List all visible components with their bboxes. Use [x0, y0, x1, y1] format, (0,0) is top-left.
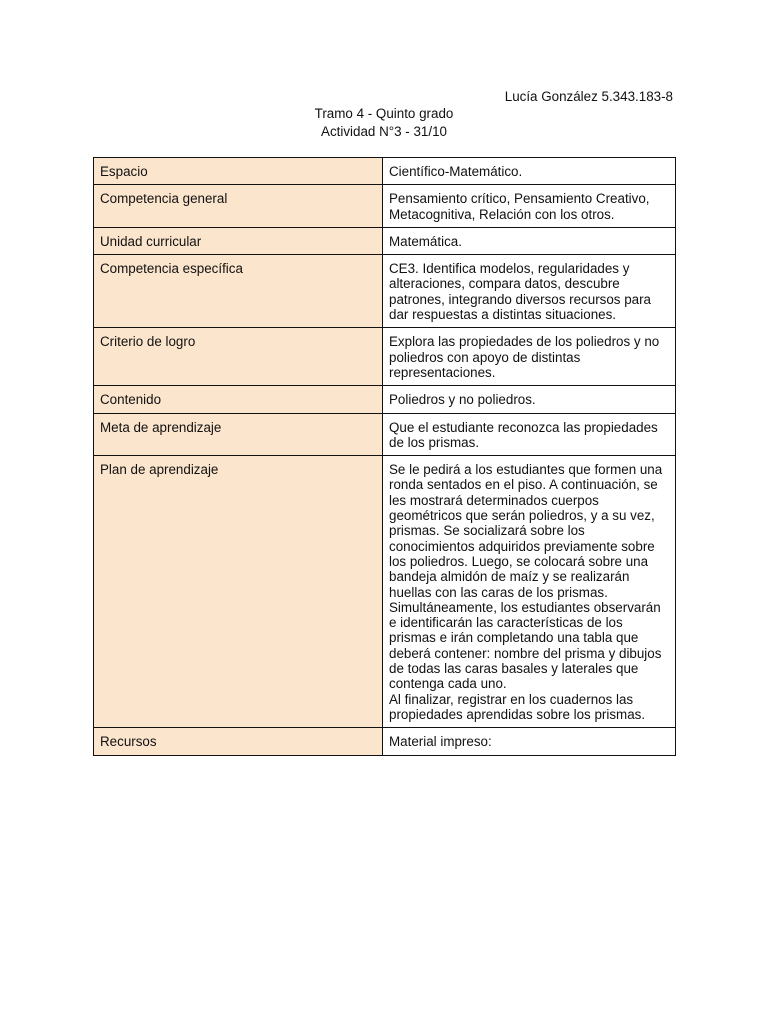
table-row	[94, 728, 676, 755]
row-label: Contenido	[94, 386, 383, 413]
row-value-text: Explora las propiedades de los poliedros y no poliedros con apoyo de distintas representaciones.	[389, 334, 660, 380]
row-label: Recursos	[94, 728, 383, 755]
row-label: Competencia general	[94, 185, 383, 228]
row-value-text: Que el estudiante reconozca las propiedades de los prismas.	[389, 419, 658, 450]
table-row	[94, 456, 676, 728]
row-label: Espacio	[94, 158, 383, 185]
row-value-text: Matemática.	[389, 233, 462, 249]
row-value	[383, 386, 676, 413]
lesson-plan-table	[93, 157, 676, 756]
table-row	[94, 386, 676, 413]
activity-line: Actividad N°3 - 31/10	[321, 124, 447, 139]
grade-line: Tramo 4 - Quinto grado	[314, 106, 454, 121]
row-value	[383, 185, 676, 228]
table-row	[94, 255, 676, 328]
row-value-text: Científico-Matemático.	[389, 164, 523, 179]
table-row	[94, 185, 676, 228]
row-value	[383, 456, 676, 728]
row-value-text: Poliedros y no poliedros.	[389, 392, 536, 408]
row-label: Competencia específica	[94, 255, 383, 328]
row-label: Unidad curricular	[94, 227, 383, 254]
row-label: Criterio de logro	[94, 328, 383, 386]
row-value	[383, 413, 676, 456]
row-value	[383, 255, 676, 328]
row-value	[383, 328, 676, 386]
row-value-text: Al finalizar, registrar en los cuadernos las propiedades aprendidas sobre los prismas.	[389, 691, 646, 722]
author-line: Lucía González 5.343.183-8	[504, 89, 673, 104]
row-label: Plan de aprendizaje	[94, 456, 383, 728]
row-value	[383, 158, 676, 185]
table-row	[94, 413, 676, 456]
table-row	[94, 328, 676, 386]
row-label: Meta de aprendizaje	[94, 413, 383, 456]
row-value-text: CE3. Identifica modelos, regularidades y alteraciones, compara datos, descubre patrones, integrando diversos recursos para dar respuestas a distintas situaciones.	[389, 261, 652, 323]
row-value-text: Se le pedirá a los estudiantes que formen una ronda sentados en el piso. A continuación, se les mostrará determinados cuerpos geométricos que serán poliedros, y a su vez, prismas. Se socializará sobre los conocimientos adquiridos previamente sobre los poliedros. Luego, se colocará sobre una bandeja almidón de maíz y se realizarán huellas con las caras de los prismas. Simultáneamente, los estudiantes observarán e identificarán las características de los prismas e irán completando una tabla que deberá contener: nombre del prisma y dibujos de todas las caras basales y laterales que contenga cada uno.	[389, 462, 663, 692]
row-value	[383, 227, 676, 254]
row-value-text: Material impreso:	[389, 734, 492, 750]
row-value-text: Pensamiento crítico, Pensamiento Creativo, Metacognitiva, Relación con los otros.	[389, 191, 650, 222]
table-row	[94, 158, 676, 185]
row-value	[383, 728, 676, 755]
table-row	[94, 227, 676, 254]
